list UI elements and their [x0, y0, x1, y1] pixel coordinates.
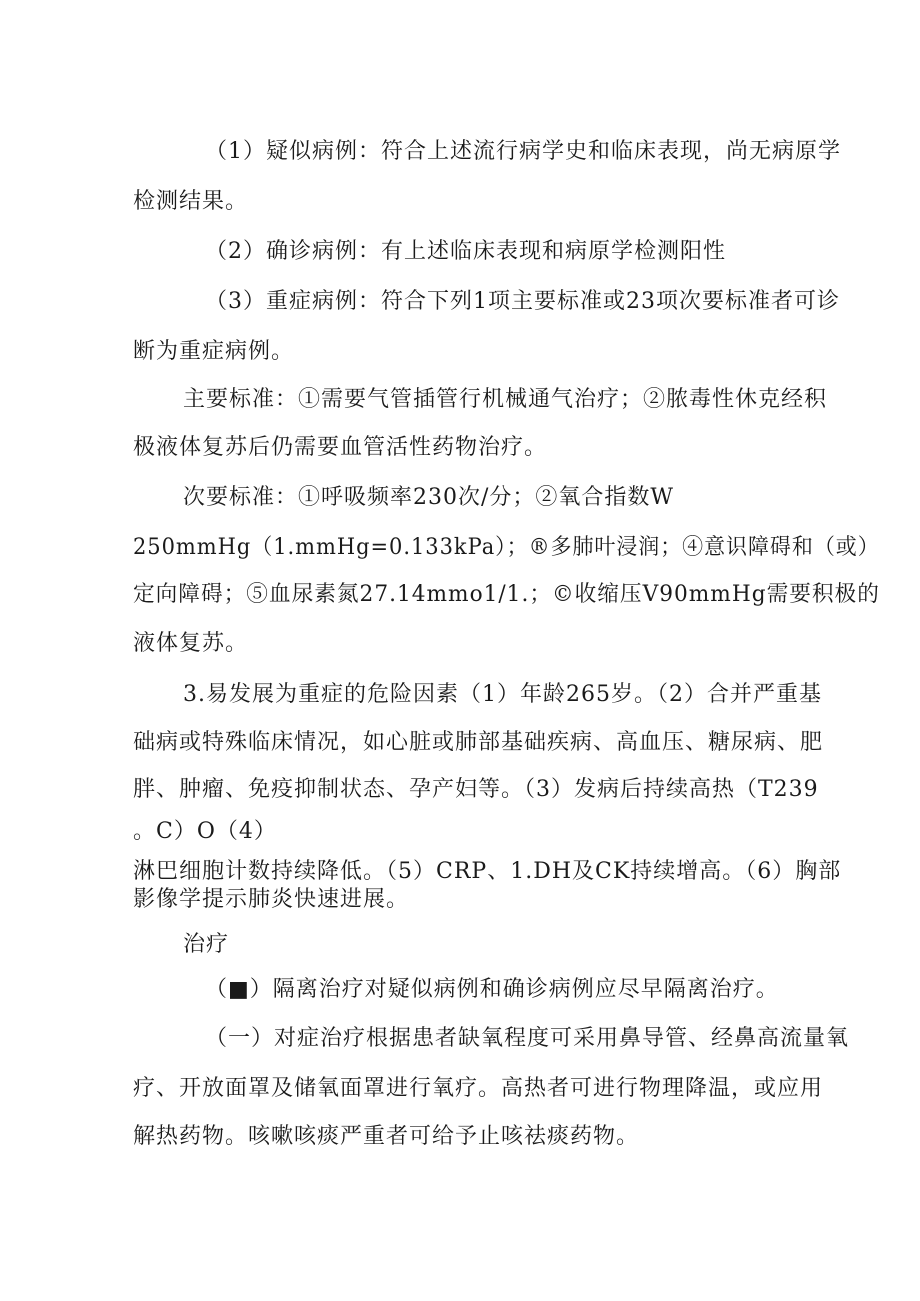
paragraph-severe-case-line-2: 断为重症病例。 [133, 339, 295, 364]
paragraph-symptomatic-treatment-line-1: （一）对症治疗根据患者缺氧程度可采用鼻导管、经鼻高流量氧 [205, 1026, 850, 1051]
paragraph-symptomatic-treatment-line-2: 疗、开放面罩及储氧面罩进行氧疗。高热者可进行物理降温，或应用 [133, 1076, 824, 1101]
paragraph-minor-criteria-line-1: 次要标准：①呼吸频率230次/分；②氧合指数W [183, 485, 675, 510]
paragraph-severe-case-line-1: （3）重症病例：符合下列1项主要标准或23项次要标准者可诊 [205, 289, 840, 314]
paragraph-risk-factors-line-3: 胖、肿瘤、免疫抑制状态、孕产妇等。（3）发病后持续高热（T239 [133, 777, 819, 802]
paragraph-suspected-case-line-1: （1）疑似病例：符合上述流行病学史和临床表现，尚无病原学 [205, 139, 841, 164]
paragraph-risk-factors-line-4: 。C）O（4） [133, 819, 277, 844]
paragraph-confirmed-case: （2）确诊病例：有上述临床表现和病原学检测阳性 [205, 239, 726, 264]
paragraph-isolation-treatment: （■）隔离治疗对疑似病例和确诊病例应尽早隔离治疗。 [205, 977, 779, 1002]
paragraph-risk-factors-line-1: 3.易发展为重症的危险因素（1）年龄265岁。（2）合并严重基 [183, 682, 822, 707]
paragraph-minor-criteria-line-3: 定向障碍；⑤血尿素氮27.14mmo1/1.；©收缩压V90mmHg需要积极的 [133, 582, 880, 607]
paragraph-minor-criteria-line-4: 液体复苏。 [133, 631, 249, 656]
paragraph-minor-criteria-line-2: 250mmHg（1.mmHg=0.133kPa）；®多肺叶浸润；④意识障碍和（或） [133, 535, 880, 560]
paragraph-risk-factors-line-5: 淋巴细胞计数持续降低。（5）CRP、1.DH及CK持续增高。（6）胸部 [133, 859, 842, 884]
paragraph-suspected-case-line-2: 检测结果。 [133, 189, 249, 214]
paragraph-symptomatic-treatment-line-3: 解热药物。咳嗽咳痰严重者可给予止咳祛痰药物。 [133, 1124, 640, 1149]
paragraph-risk-factors-line-6: 影像学提示肺炎快速进展。 [133, 887, 410, 912]
paragraph-risk-factors-line-2: 础病或特殊临床情况，如心脏或肺部基础疾病、高血压、糖尿病、肥 [133, 730, 824, 755]
section-heading-treatment: 治疗 [183, 932, 230, 957]
paragraph-major-criteria-line-2: 极液体复苏后仍需要血管活性药物治疗。 [133, 435, 548, 460]
paragraph-major-criteria-line-1: 主要标准：①需要气管插管行机械通气治疗；②脓毒性休克经积 [183, 387, 828, 412]
